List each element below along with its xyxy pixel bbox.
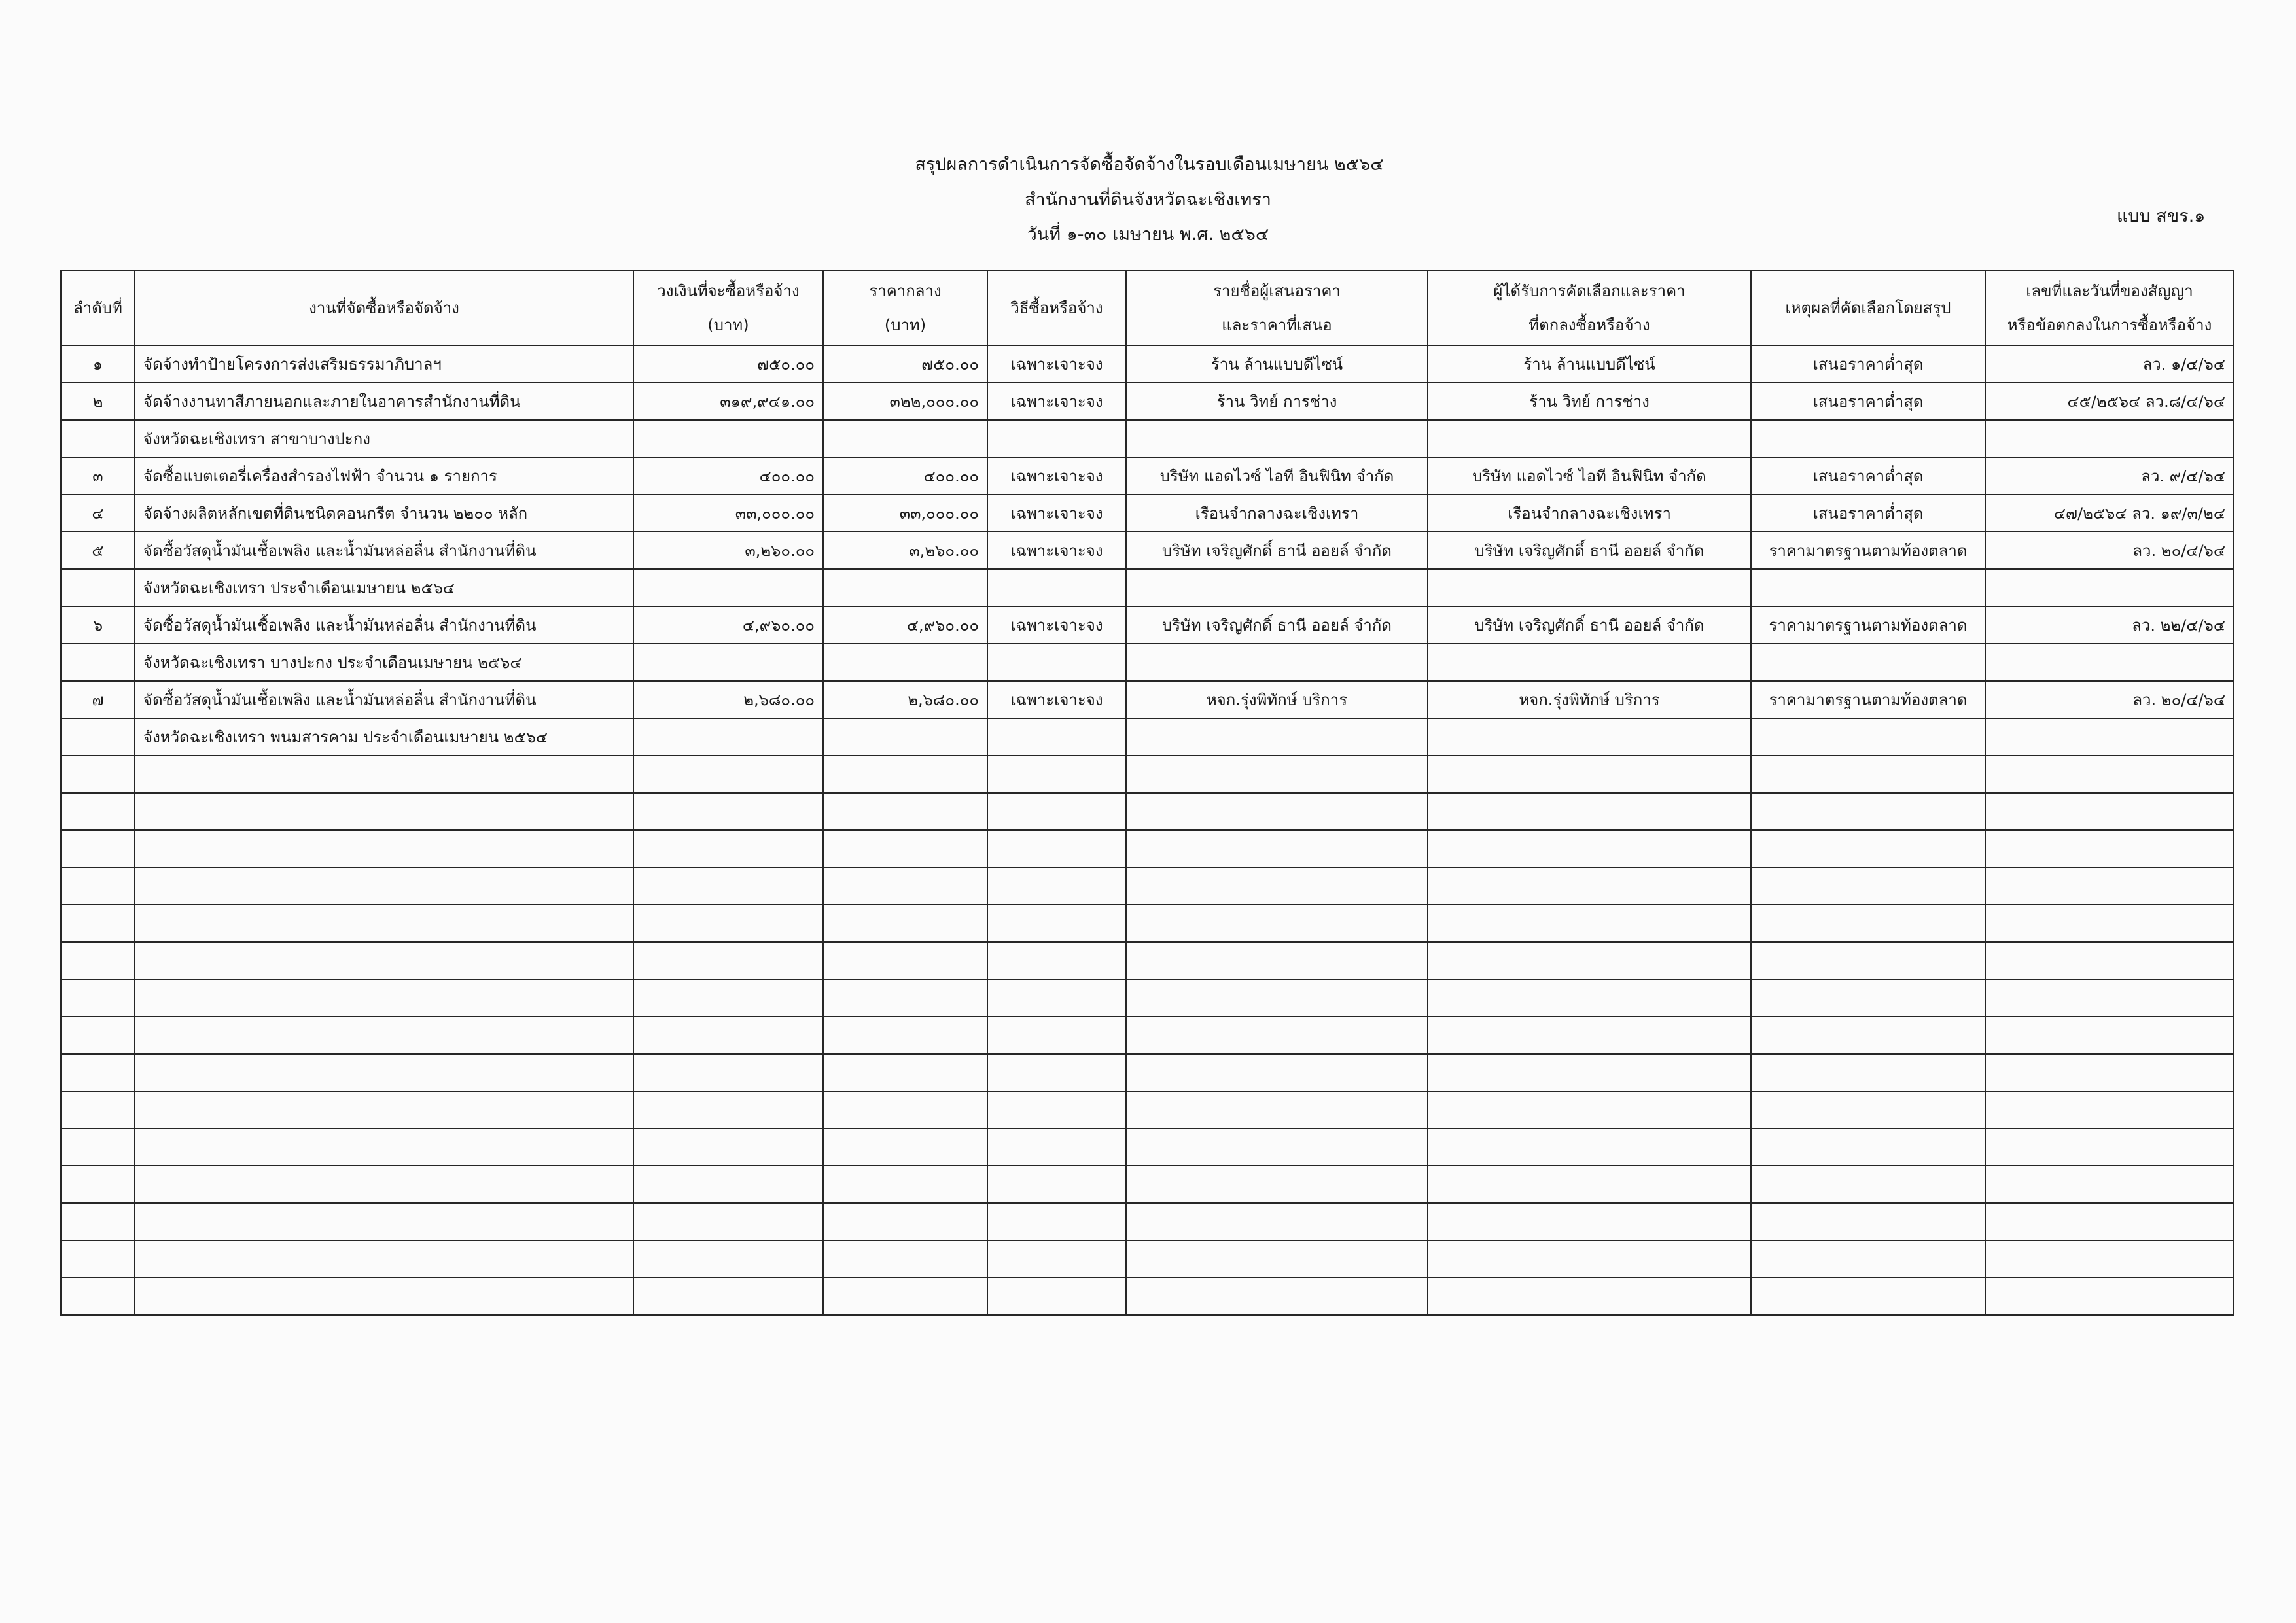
col-contract-header-line2: หรือข้อตกลงในการซื้อหรือจ้าง <box>2007 316 2212 334</box>
cell-work: จัดซื้อวัสดุน้ำมันเชื้อเพลิง และน้ำมันหล่อลื่น สำนักงานที่ดิน <box>135 606 633 644</box>
cell-work: จัดจ้างทำป้ายโครงการส่งเสริมธรรมาภิบาลฯ <box>135 345 633 383</box>
cell-work: จัดซื้อวัสดุน้ำมันเชื้อเพลิง และน้ำมันหล่อลื่น สำนักงานที่ดิน <box>135 681 633 718</box>
blank-cell <box>1751 1203 1985 1240</box>
cell-budget <box>633 420 823 457</box>
cell-contract: ลว. ๒๒/๔/๖๔ <box>1985 606 2234 644</box>
cell-work: จัดจ้างผลิตหลักเขตที่ดินชนิดคอนกรีต จำนวน ๒๒๐๐ หลัก <box>135 495 633 532</box>
blank-cell <box>135 793 633 830</box>
cell-winner <box>1428 569 1751 606</box>
cell-reason: เสนอราคาต่ำสุด <box>1751 345 1985 383</box>
blank-cell <box>823 867 987 905</box>
blank-cell <box>61 1166 135 1203</box>
blank-cell <box>1428 979 1751 1017</box>
cell-median: ๓๓,๐๐๐.๐๐ <box>823 495 987 532</box>
blank-cell <box>61 1278 135 1315</box>
blank-cell <box>987 979 1126 1017</box>
col-budget-header-line2: (บาท) <box>707 316 749 334</box>
cell-budget: ๗๕๐.๐๐ <box>633 345 823 383</box>
col-contract-header <box>1985 271 2234 345</box>
col-winner-header-line2: ที่ตกลงซื้อหรือจ้าง <box>1528 316 1650 334</box>
blank-cell <box>135 867 633 905</box>
cell-winner: ร้าน วิทย์ การช่าง <box>1428 383 1751 420</box>
cell-method: เฉพาะเจาะจง <box>987 383 1126 420</box>
cell-bidder: หจก.รุ่งพิทักษ์ บริการ <box>1126 681 1428 718</box>
blank-cell <box>1985 1166 2234 1203</box>
blank-cell <box>1751 867 1985 905</box>
table-row <box>61 644 2234 681</box>
blank-cell <box>1126 1091 1428 1128</box>
cell-work: จังหวัดฉะเชิงเทรา พนมสารคาม ประจำเดือนเมษายน ๒๕๖๔ <box>135 718 633 756</box>
blank-cell <box>1985 867 2234 905</box>
blank-cell <box>61 830 135 867</box>
blank-cell <box>1985 1278 2234 1315</box>
col-reason-header: เหตุผลที่คัดเลือกโดยสรุป <box>1751 271 1985 345</box>
cell-method: เฉพาะเจาะจง <box>987 457 1126 495</box>
col-winner-header <box>1428 271 1751 345</box>
cell-reason <box>1751 420 1985 457</box>
blank-cell <box>1751 1166 1985 1203</box>
cell-winner: บริษัท เจริญศักดิ์ ธานี ออยล์ จำกัด <box>1428 606 1751 644</box>
blank-cell <box>987 1278 1126 1315</box>
blank-cell <box>823 1128 987 1166</box>
cell-reason: เสนอราคาต่ำสุด <box>1751 383 1985 420</box>
table-row <box>61 569 2234 606</box>
blank-row <box>61 979 2234 1017</box>
blank-row <box>61 1017 2234 1054</box>
cell-bidder: ร้าน วิทย์ การช่าง <box>1126 383 1428 420</box>
cell-contract: ลว. ๙/๔/๖๔ <box>1985 457 2234 495</box>
blank-cell <box>1126 942 1428 979</box>
blank-cell <box>1126 1054 1428 1091</box>
blank-row <box>61 1054 2234 1091</box>
cell-median <box>823 420 987 457</box>
blank-row <box>61 1240 2234 1278</box>
blank-cell <box>61 793 135 830</box>
cell-no: ๕ <box>61 532 135 569</box>
blank-cell <box>987 1203 1126 1240</box>
blank-cell <box>987 942 1126 979</box>
blank-cell <box>135 1017 633 1054</box>
blank-cell <box>1751 756 1985 793</box>
blank-cell <box>61 979 135 1017</box>
cell-budget: ๔,๙๖๐.๐๐ <box>633 606 823 644</box>
blank-cell <box>1126 756 1428 793</box>
cell-median: ๒,๖๘๐.๐๐ <box>823 681 987 718</box>
blank-cell <box>1751 793 1985 830</box>
blank-cell <box>987 830 1126 867</box>
blank-cell <box>135 1203 633 1240</box>
cell-budget <box>633 569 823 606</box>
blank-cell <box>633 793 823 830</box>
col-bidders-header-line1: รายชื่อผู้เสนอราคา <box>1213 282 1341 300</box>
blank-cell <box>987 867 1126 905</box>
blank-cell <box>987 1240 1126 1278</box>
cell-no: ๗ <box>61 681 135 718</box>
blank-cell <box>135 1128 633 1166</box>
blank-cell <box>633 1278 823 1315</box>
blank-cell <box>823 1054 987 1091</box>
blank-row <box>61 1203 2234 1240</box>
blank-cell <box>633 942 823 979</box>
blank-cell <box>1126 979 1428 1017</box>
cell-bidder: บริษัท แอดไวซ์ ไอที อินฟินิท จำกัด <box>1126 457 1428 495</box>
cell-contract <box>1985 420 2234 457</box>
cell-winner <box>1428 644 1751 681</box>
cell-median <box>823 569 987 606</box>
blank-cell <box>61 942 135 979</box>
blank-cell <box>987 756 1126 793</box>
cell-median: ๗๕๐.๐๐ <box>823 345 987 383</box>
cell-contract: ลว. ๑/๔/๖๔ <box>1985 345 2234 383</box>
col-bidders-header-line2: และราคาที่เสนอ <box>1222 316 1332 334</box>
cell-bidder <box>1126 420 1428 457</box>
blank-cell <box>633 867 823 905</box>
col-bidders-header <box>1126 271 1428 345</box>
blank-cell <box>135 1278 633 1315</box>
blank-cell <box>1751 1017 1985 1054</box>
blank-cell <box>1985 1017 2234 1054</box>
cell-contract <box>1985 718 2234 756</box>
blank-cell <box>1428 905 1751 942</box>
blank-cell <box>1428 1091 1751 1128</box>
blank-cell <box>633 1128 823 1166</box>
col-method-header: วิธีซื้อหรือจ้าง <box>987 271 1126 345</box>
blank-cell <box>135 1091 633 1128</box>
blank-cell <box>987 1091 1126 1128</box>
cell-no <box>61 420 135 457</box>
blank-cell <box>135 942 633 979</box>
blank-cell <box>633 1017 823 1054</box>
cell-method: เฉพาะเจาะจง <box>987 495 1126 532</box>
blank-cell <box>1428 830 1751 867</box>
cell-bidder <box>1126 569 1428 606</box>
blank-cell <box>1428 867 1751 905</box>
cell-bidder: บริษัท เจริญศักดิ์ ธานี ออยล์ จำกัด <box>1126 606 1428 644</box>
blank-cell <box>633 979 823 1017</box>
cell-bidder: ร้าน ล้านแบบดีไซน์ <box>1126 345 1428 383</box>
blank-cell <box>135 756 633 793</box>
blank-cell <box>1428 793 1751 830</box>
blank-cell <box>633 1166 823 1203</box>
blank-cell <box>1985 905 2234 942</box>
cell-method <box>987 718 1126 756</box>
cell-method: เฉพาะเจาะจง <box>987 345 1126 383</box>
blank-cell <box>1751 942 1985 979</box>
cell-no <box>61 718 135 756</box>
blank-cell <box>987 905 1126 942</box>
blank-cell <box>1751 1091 1985 1128</box>
blank-cell <box>61 1240 135 1278</box>
col-median-header-line1: ราคากลาง <box>869 282 942 300</box>
blank-cell <box>1126 1017 1428 1054</box>
blank-cell <box>135 1166 633 1203</box>
blank-cell <box>987 1054 1126 1091</box>
blank-cell <box>1985 756 2234 793</box>
blank-row <box>61 942 2234 979</box>
blank-cell <box>61 756 135 793</box>
col-median-header-line2: (บาท) <box>884 316 927 334</box>
cell-reason: เสนอราคาต่ำสุด <box>1751 495 1985 532</box>
blank-cell <box>1751 905 1985 942</box>
blank-cell <box>823 756 987 793</box>
form-code: แบบ สขร.๑ <box>2117 206 2206 226</box>
cell-work: จังหวัดฉะเชิงเทรา บางปะกง ประจำเดือนเมษายน ๒๕๖๔ <box>135 644 633 681</box>
cell-reason: ราคามาตรฐานตามท้องตลาด <box>1751 681 1985 718</box>
blank-cell <box>1985 1128 2234 1166</box>
blank-cell <box>1126 793 1428 830</box>
cell-budget: ๒,๖๘๐.๐๐ <box>633 681 823 718</box>
cell-contract: ๔๗/๒๕๖๔ ลว. ๑๙/๓/๒๔ <box>1985 495 2234 532</box>
blank-cell <box>1126 905 1428 942</box>
cell-budget: ๓,๒๖๐.๐๐ <box>633 532 823 569</box>
blank-cell <box>61 1017 135 1054</box>
cell-contract: ๔๕/๒๕๖๔ ลว.๘/๔/๖๔ <box>1985 383 2234 420</box>
cell-reason <box>1751 569 1985 606</box>
cell-no: ๑ <box>61 345 135 383</box>
cell-winner: บริษัท เจริญศักดิ์ ธานี ออยล์ จำกัด <box>1428 532 1751 569</box>
blank-cell <box>61 905 135 942</box>
cell-winner <box>1428 420 1751 457</box>
cell-bidder: บริษัท เจริญศักดิ์ ธานี ออยล์ จำกัด <box>1126 532 1428 569</box>
cell-winner <box>1428 718 1751 756</box>
cell-median: ๓๒๒,๐๐๐.๐๐ <box>823 383 987 420</box>
blank-cell <box>1126 1128 1428 1166</box>
cell-median: ๔๐๐.๐๐ <box>823 457 987 495</box>
blank-row <box>61 830 2234 867</box>
blank-cell <box>1428 1017 1751 1054</box>
blank-cell <box>1428 942 1751 979</box>
table-row <box>61 606 2234 644</box>
blank-cell <box>633 1203 823 1240</box>
blank-row <box>61 1166 2234 1203</box>
blank-row <box>61 1128 2234 1166</box>
cell-budget <box>633 718 823 756</box>
blank-cell <box>135 1240 633 1278</box>
cell-method <box>987 420 1126 457</box>
cell-work: จังหวัดฉะเชิงเทรา ประจำเดือนเมษายน ๒๕๖๔ <box>135 569 633 606</box>
blank-cell <box>823 1017 987 1054</box>
blank-cell <box>1126 867 1428 905</box>
cell-bidder <box>1126 718 1428 756</box>
blank-cell <box>135 905 633 942</box>
table-row <box>61 495 2234 532</box>
cell-budget: ๓๓,๐๐๐.๐๐ <box>633 495 823 532</box>
blank-cell <box>823 1091 987 1128</box>
blank-cell <box>1126 1203 1428 1240</box>
blank-cell <box>987 1017 1126 1054</box>
blank-cell <box>633 1091 823 1128</box>
cell-method: เฉพาะเจาะจง <box>987 681 1126 718</box>
col-winner-header-line1: ผู้ได้รับการคัดเลือกและราคา <box>1493 282 1686 300</box>
blank-cell <box>135 830 633 867</box>
cell-no <box>61 569 135 606</box>
blank-cell <box>633 830 823 867</box>
blank-cell <box>987 1166 1126 1203</box>
col-work-header: งานที่จัดซื้อหรือจัดจ้าง <box>135 271 633 345</box>
cell-winner: หจก.รุ่งพิทักษ์ บริการ <box>1428 681 1751 718</box>
blank-cell <box>1126 830 1428 867</box>
blank-cell <box>1428 1203 1751 1240</box>
table-body <box>61 345 2234 1315</box>
blank-cell <box>1985 942 2234 979</box>
blank-cell <box>823 1166 987 1203</box>
blank-cell <box>1428 1054 1751 1091</box>
blank-cell <box>1428 1278 1751 1315</box>
cell-no <box>61 644 135 681</box>
cell-no: ๖ <box>61 606 135 644</box>
blank-cell <box>1985 1091 2234 1128</box>
table-row <box>61 457 2234 495</box>
cell-bidder <box>1126 644 1428 681</box>
blank-cell <box>135 979 633 1017</box>
blank-cell <box>1985 793 2234 830</box>
cell-reason <box>1751 644 1985 681</box>
cell-median: ๔,๙๖๐.๐๐ <box>823 606 987 644</box>
blank-cell <box>135 1054 633 1091</box>
blank-cell <box>823 1278 987 1315</box>
cell-no: ๓ <box>61 457 135 495</box>
blank-cell <box>1428 756 1751 793</box>
blank-cell <box>1751 1128 1985 1166</box>
cell-bidder: เรือนจำกลางฉะเชิงเทรา <box>1126 495 1428 532</box>
blank-cell <box>823 905 987 942</box>
office-name: สำนักงานที่ดินจังหวัดฉะเชิงเทรา <box>1025 190 1271 210</box>
blank-cell <box>1985 1240 2234 1278</box>
cell-method: เฉพาะเจาะจง <box>987 532 1126 569</box>
blank-cell <box>1126 1240 1428 1278</box>
blank-cell <box>61 1128 135 1166</box>
blank-cell <box>823 1240 987 1278</box>
cell-reason: ราคามาตรฐานตามท้องตลาด <box>1751 532 1985 569</box>
blank-cell <box>633 756 823 793</box>
table-row <box>61 345 2234 383</box>
cell-budget <box>633 644 823 681</box>
blank-row <box>61 793 2234 830</box>
page-title: สรุปผลการดำเนินการจัดซื้อจัดจ้างในรอบเดือนเมษายน ๒๕๖๔ <box>915 154 1384 175</box>
table-row <box>61 420 2234 457</box>
cell-reason: ราคามาตรฐานตามท้องตลาด <box>1751 606 1985 644</box>
blank-row <box>61 867 2234 905</box>
blank-cell <box>1126 1278 1428 1315</box>
cell-reason: เสนอราคาต่ำสุด <box>1751 457 1985 495</box>
cell-method <box>987 644 1126 681</box>
blank-cell <box>633 905 823 942</box>
blank-cell <box>823 1203 987 1240</box>
blank-cell <box>1751 830 1985 867</box>
cell-no: ๔ <box>61 495 135 532</box>
col-budget-header <box>633 271 823 345</box>
table-row <box>61 681 2234 718</box>
date-range: วันที่ ๑-๓๐ เมษายน พ.ศ. ๒๕๖๔ <box>1027 224 1269 245</box>
procurement-table <box>60 270 2234 1316</box>
col-no-header: ลำดับที่ <box>61 271 135 345</box>
blank-cell <box>1751 1240 1985 1278</box>
col-median-header <box>823 271 987 345</box>
cell-work: จัดซื้อวัสดุน้ำมันเชื้อเพลิง และน้ำมันหล่อลื่น สำนักงานที่ดิน <box>135 532 633 569</box>
blank-row <box>61 1278 2234 1315</box>
cell-median <box>823 644 987 681</box>
blank-cell <box>1751 1278 1985 1315</box>
blank-cell <box>61 1091 135 1128</box>
blank-cell <box>823 942 987 979</box>
cell-no: ๒ <box>61 383 135 420</box>
table-row <box>61 532 2234 569</box>
cell-winner: เรือนจำกลางฉะเชิงเทรา <box>1428 495 1751 532</box>
blank-cell <box>633 1240 823 1278</box>
blank-row <box>61 905 2234 942</box>
cell-work: จังหวัดฉะเชิงเทรา สาขาบางปะกง <box>135 420 633 457</box>
cell-median: ๓,๒๖๐.๐๐ <box>823 532 987 569</box>
blank-cell <box>1126 1166 1428 1203</box>
cell-budget: ๔๐๐.๐๐ <box>633 457 823 495</box>
blank-cell <box>1985 1054 2234 1091</box>
cell-winner: บริษัท แอดไวซ์ ไอที อินฟินิท จำกัด <box>1428 457 1751 495</box>
col-contract-header-line1: เลขที่และวันที่ของสัญญา <box>2026 282 2193 300</box>
blank-cell <box>1751 1054 1985 1091</box>
cell-contract: ลว. ๒๐/๔/๖๔ <box>1985 532 2234 569</box>
blank-cell <box>1985 830 2234 867</box>
cell-contract: ลว. ๒๐/๔/๖๔ <box>1985 681 2234 718</box>
blank-cell <box>1428 1128 1751 1166</box>
col-budget-header-line1: วงเงินที่จะซื้อหรือจ้าง <box>657 282 800 300</box>
cell-work: จัดซื้อแบตเตอรี่เครื่องสำรองไฟฟ้า จำนวน ๑ รายการ <box>135 457 633 495</box>
blank-cell <box>823 979 987 1017</box>
cell-median <box>823 718 987 756</box>
blank-cell <box>61 867 135 905</box>
header-row <box>61 271 2234 345</box>
blank-cell <box>1428 1240 1751 1278</box>
cell-budget: ๓๑๙,๙๔๑.๐๐ <box>633 383 823 420</box>
blank-cell <box>987 793 1126 830</box>
blank-row <box>61 1091 2234 1128</box>
blank-cell <box>823 793 987 830</box>
blank-cell <box>1751 979 1985 1017</box>
cell-work: จัดจ้างงานทาสีภายนอกและภายในอาคารสำนักงานที่ดิน <box>135 383 633 420</box>
table-row <box>61 718 2234 756</box>
cell-method <box>987 569 1126 606</box>
cell-winner: ร้าน ล้านแบบดีไซน์ <box>1428 345 1751 383</box>
cell-method: เฉพาะเจาะจง <box>987 606 1126 644</box>
table-row <box>61 383 2234 420</box>
blank-cell <box>987 1128 1126 1166</box>
blank-cell <box>633 1054 823 1091</box>
blank-cell <box>1985 979 2234 1017</box>
blank-cell <box>1428 1166 1751 1203</box>
cell-reason <box>1751 718 1985 756</box>
blank-row <box>61 756 2234 793</box>
cell-contract <box>1985 644 2234 681</box>
blank-cell <box>61 1203 135 1240</box>
blank-cell <box>1985 1203 2234 1240</box>
blank-cell <box>823 830 987 867</box>
cell-contract <box>1985 569 2234 606</box>
blank-cell <box>61 1054 135 1091</box>
